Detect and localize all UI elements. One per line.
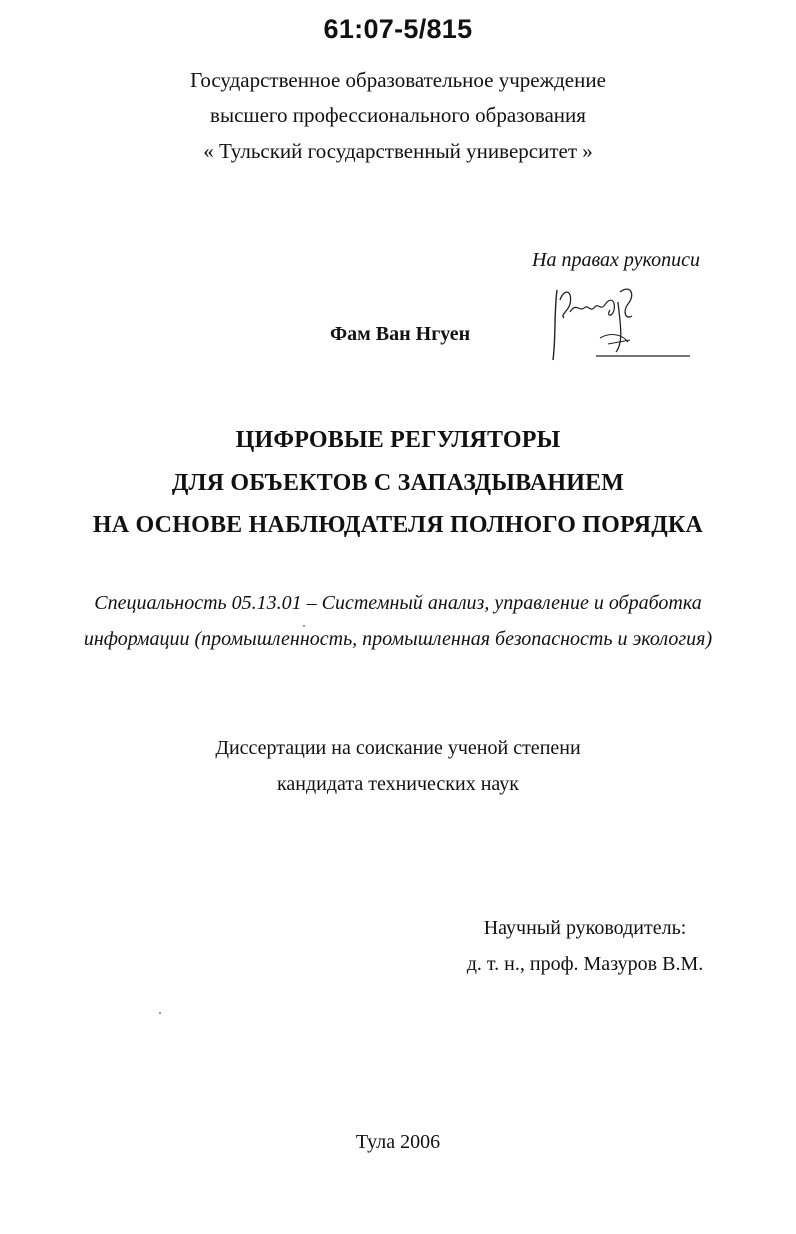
institution-line-3: « Тульский государственный университет » bbox=[203, 139, 593, 163]
catalog-code: 61:07-5/815 bbox=[323, 14, 473, 44]
title-line-1: ЦИФРОВЫЕ РЕГУЛЯТОРЫ bbox=[235, 427, 561, 453]
supervisor-label: Научный руководитель: bbox=[483, 917, 687, 939]
institution-line-1: Государственное образовательное учреждение bbox=[190, 68, 606, 92]
scan-speck bbox=[303, 625, 305, 627]
dissertation-line-2: кандидата технических наук bbox=[276, 773, 520, 795]
title-line-2: ДЛЯ ОБЪЕКТОВ С ЗАПАЗДЫВАНИЕМ bbox=[171, 470, 625, 496]
specialty-line-1: Специальность 05.13.01 – Системный анализ, управление и обработка bbox=[94, 592, 702, 614]
city-year: Тула 2006 bbox=[355, 1131, 441, 1153]
signature-image bbox=[540, 282, 700, 362]
institution-line-2: высшего профессионального образования bbox=[210, 103, 586, 127]
scan-speck bbox=[159, 1012, 161, 1014]
author-name: Фам Ван Нгуен bbox=[330, 323, 471, 345]
specialty-line-2: информации (промышленность, промышленная безопасность и экология) bbox=[83, 628, 713, 650]
manuscript-note: На правах рукописи bbox=[532, 249, 700, 271]
dissertation-line-1: Диссертации на соискание ученой степени bbox=[215, 737, 581, 759]
supervisor-name: д. т. н., проф. Мазуров В.М. bbox=[466, 953, 704, 975]
title-line-3: НА ОСНОВЕ НАБЛЮДАТЕЛЯ ПОЛНОГО ПОРЯДКА bbox=[92, 512, 704, 538]
